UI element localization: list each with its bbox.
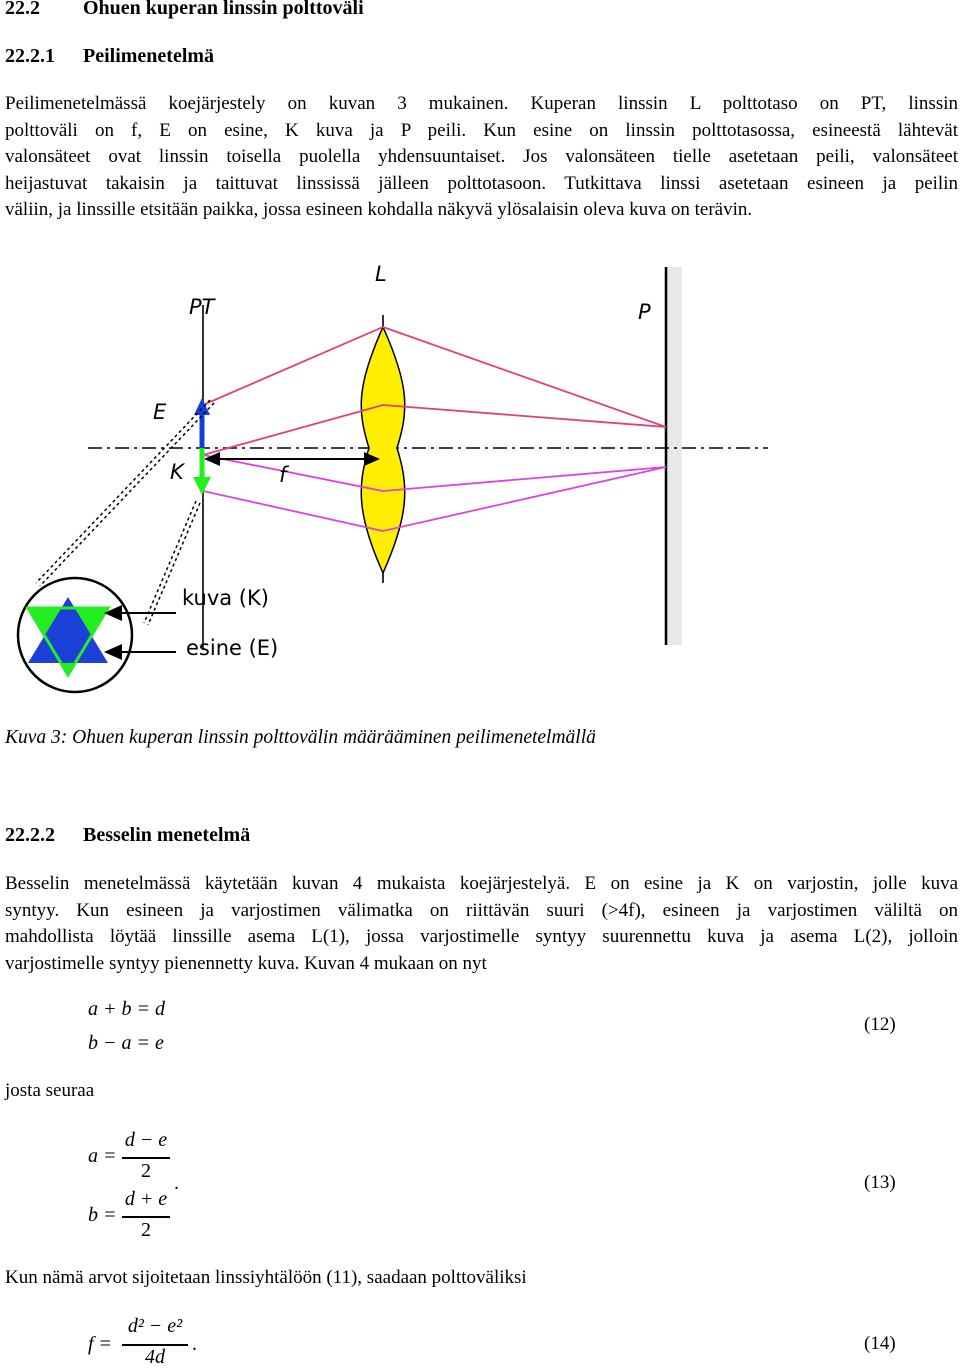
object-arrowhead [194, 398, 210, 415]
figure-3-caption [5, 727, 596, 749]
caption-lead: Kuva 3: [5, 727, 68, 748]
zoom-line [36, 400, 210, 583]
eq13-a-fraction-bar [122, 1157, 170, 1159]
eq14-denominator: 4d [145, 1346, 165, 1368]
eq12-line1: a + b = d [88, 998, 165, 1020]
subsection-heading-2 [5, 824, 250, 847]
label-mirror-p: P [638, 300, 651, 324]
eq13-dot: . [174, 1172, 179, 1194]
label-esine: esine (E) [186, 636, 279, 660]
subsection-title-2: Besselin menetelmä [83, 824, 251, 846]
label-object-e: E [153, 400, 167, 424]
lens-l [361, 327, 404, 573]
ray-lower [203, 455, 666, 531]
label-focal-length-f: f [279, 463, 287, 487]
zoom-line [40, 403, 214, 586]
ray-upper [203, 327, 666, 455]
eq12-line2: b − a = e [88, 1032, 164, 1054]
para2-line: mahdollista löytää linssille asema L(1), jossa varjostimelle syntyy suurennettu kuva ja asema L(2), jolloin [5, 926, 958, 947]
subsection-number-1: 22.2.1 [5, 45, 55, 67]
label-lens-l: L [375, 262, 387, 286]
eq13-a-denominator: 2 [141, 1160, 151, 1182]
eq13-b-lhs: b = [88, 1204, 117, 1226]
paragraph-besselin [5, 871, 958, 977]
eq13-a-numerator: d − e [124, 1129, 168, 1151]
para1-line: heijastuvat takaisin ja taittuvat linssissä jälleen polttotasoon. Tutkittava linssi asetetaan esineen ja peilin [5, 172, 958, 194]
eq13-number: (13) [864, 1172, 896, 1193]
para1-line: väliin, ja linssille etsitään paikka, jossa esineen kohdalla näkyvä ylösalaisin oleva kuva on terävin. [5, 199, 753, 220]
para2-line: Besselin menetelmässä käytetään kuvan 4 mukaista koejärjestelyä. E on esine ja K on varjostin, jolle kuva [5, 873, 958, 894]
eq12-number: (12) [864, 1014, 896, 1035]
section-title: Ohuen kuperan linssin polttoväli [83, 0, 364, 19]
eq13-b-fraction-bar [122, 1216, 170, 1218]
label-kuva: kuva (K) [182, 586, 269, 610]
para1-line: Peilimenetelmässä koejärjestely on kuvan 3 mukainen. Kuperan linssin L polttotaso on PT, linssin [5, 93, 958, 114]
subsection-title-1: Peilimenetelmä [83, 45, 215, 67]
para2-line: varjostimelle syntyy pienennetty kuva. Kuvan 4 mukaan on nyt [5, 952, 487, 974]
eq13-b-numerator: d + e [124, 1188, 168, 1210]
mirror-p [666, 267, 682, 645]
para2-line: syntyy. Kun esineen ja varjostimen välimatka on riittävän suuri (>4f), esineen ja varjostimen väliltä on [5, 899, 958, 921]
section-number: 22.2 [5, 0, 40, 19]
eq14-lhs: f = [88, 1333, 113, 1355]
eq14-number: (14) [864, 1333, 896, 1354]
section-heading [5, 0, 364, 20]
eq13-b-denominator: 2 [141, 1219, 151, 1241]
josta-seuraa: josta seuraa [5, 1080, 95, 1101]
para1-line: valonsäteet ovat linssin toisella puolella yhdensuuntaiset. Jos valonsäteen tielle asetetaan peili, valonsäteet [5, 146, 958, 167]
paragraph-peilimenetelma [5, 91, 958, 224]
paragraph-sijoitus: Kun nämä arvot sijoitetaan linssiyhtälöön (11), saadaan polttoväliksi [5, 1267, 527, 1288]
figure-3-diagram [0, 255, 960, 705]
subsection-heading-1 [5, 45, 214, 68]
caption-text: Ohuen kuperan linssin polttovälin määrääminen peilimenetelmällä [67, 727, 596, 748]
eq13-a-lhs: a = [88, 1145, 117, 1167]
subsection-number-2: 22.2.2 [5, 824, 55, 846]
eq14-dot: . [192, 1333, 197, 1355]
label-image-k: K [170, 460, 184, 484]
label-focal-plane-pt: PT [189, 295, 215, 319]
eq14-numerator: d² − e² [127, 1315, 183, 1337]
para1-line: polttoväli on f, E on esine, K kuva ja P peili. Kun esine on linssin polttotasossa, esineestä lähtevät [5, 119, 958, 141]
